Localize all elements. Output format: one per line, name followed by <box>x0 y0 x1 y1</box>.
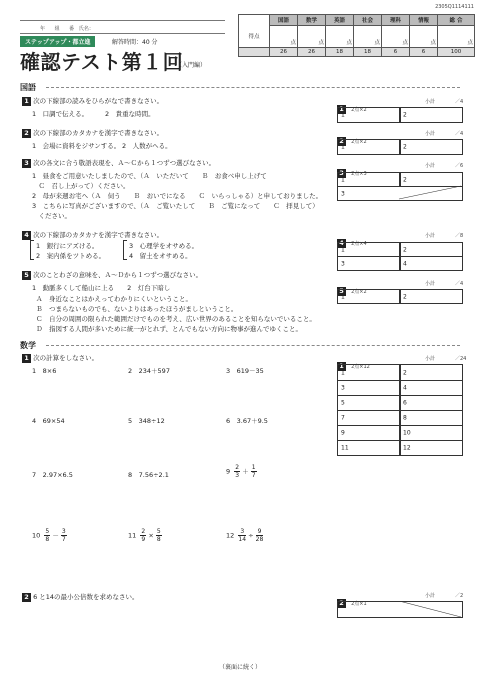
math-item-6: 6 3.67＋9.5 <box>226 417 268 425</box>
bracket <box>30 240 34 260</box>
sugaku-q1 <box>22 353 98 363</box>
max-total: 100 <box>438 48 475 57</box>
fraction <box>44 528 50 543</box>
q-number-badge: 1 <box>22 97 31 106</box>
name-fields <box>40 25 94 32</box>
math-item-12 <box>226 528 263 543</box>
cell-number: 5 <box>341 399 345 407</box>
denominator: 9 <box>141 536 146 543</box>
score-col-joho: 情報 <box>410 15 438 26</box>
page-subtitle: （入門編） <box>176 62 207 69</box>
answer-cell[interactable] <box>399 107 463 123</box>
numerator: 3 <box>61 528 66 535</box>
cell-number: 1 <box>341 369 345 376</box>
kokugo-q2 <box>22 128 163 138</box>
math-item-10 <box>32 528 67 543</box>
denominator: 3 <box>235 472 240 479</box>
kokugo-section-title: 国語 <box>20 83 36 92</box>
answer-cell[interactable] <box>399 410 463 426</box>
math-item-3: 3 619－35 <box>226 367 264 375</box>
answer-cell[interactable] <box>337 364 401 381</box>
cell-number: 1 <box>341 293 345 300</box>
question-text: 次の下線部のカタカナを漢字で書きなさい。 <box>33 231 164 239</box>
question-text: 次の計算をしなさい。 <box>33 354 99 362</box>
operator: ÷ <box>248 531 254 540</box>
kokugo-q3-line: Ｃ 召し上がって）ください。 <box>32 182 130 190</box>
subtotal-label: 小計 ／2 <box>425 593 464 599</box>
unit-label: 点 <box>430 40 436 46</box>
numerator: 9 <box>257 528 262 535</box>
cell-number: 4 <box>403 260 407 267</box>
kokugo-q4 <box>22 230 163 240</box>
kokugo-q5-line: Ｂ つまらないものでも、ないよりはあったほうがましということ。 <box>36 305 238 313</box>
points-label: 2点×3 <box>351 171 367 177</box>
cell-number: 6 <box>403 399 407 407</box>
numerator: 2 <box>235 464 240 471</box>
denominator: 14 <box>238 536 247 543</box>
question-text: 6 と14の最小公倍数を求めなさい。 <box>33 593 139 601</box>
score-cell-rika[interactable] <box>382 26 410 48</box>
question-text: 次の下線部のカタカナを漢字で書きなさい。 <box>33 129 164 137</box>
kokugo-q3-line: 2 母が来週お宅へ（Ａ 伺う Ｂ おいでになる Ｃ いらっしゃる）と申しておりました。 <box>32 192 323 200</box>
math-item-9 <box>226 464 257 479</box>
answer-cell[interactable] <box>399 256 463 271</box>
numerator: 5 <box>156 528 161 535</box>
kokugo-q4-item2: 2 案内係をツトめる。 <box>36 252 106 260</box>
kokugo-q4-item3: 3 心理学をオサめる。 <box>129 242 199 250</box>
cell-number: 1 <box>341 176 345 183</box>
answer-cell[interactable] <box>337 410 401 426</box>
fraction <box>61 528 67 543</box>
points-label: 2点×1 <box>351 601 367 607</box>
answer-cell[interactable] <box>337 425 401 441</box>
math-item-7: 7 2.97×6.5 <box>32 471 73 479</box>
time-label: 解答時間：40 分 <box>112 39 158 46</box>
cell-number: 3 <box>341 384 345 392</box>
fraction <box>156 528 162 543</box>
kokugo-q3-line: 3 こちらに写真がございますので、（Ａ ご覧いたして Ｂ ご覧になって Ｃ 拝見して） <box>32 202 319 210</box>
answer-cell[interactable] <box>337 242 401 257</box>
cell-number: 11 <box>341 444 349 452</box>
answer-cell[interactable] <box>337 289 401 304</box>
denominator: 8 <box>45 536 50 543</box>
q-number-badge: 3 <box>22 159 31 168</box>
q-number-badge: 2 <box>22 129 31 138</box>
kokugo-q3 <box>22 158 215 168</box>
diagonal-strike <box>337 172 462 200</box>
question-text: 次の下線部の読みをひらがなで書きなさい。 <box>33 97 164 105</box>
points-label: 2点×2 <box>351 289 367 295</box>
cell-number: 2 <box>403 246 407 253</box>
q-number-badge: 4 <box>22 231 31 240</box>
kokugo-q5-line: 1 動脈多くして船山に上る 2 灯台下暗し <box>32 284 171 292</box>
item-number: 12 <box>226 531 235 540</box>
answer-number-badge: 4 <box>337 239 346 248</box>
score-cell-total[interactable] <box>438 26 475 48</box>
operator: ＋ <box>242 467 249 476</box>
item-number: 11 <box>128 531 137 540</box>
answer-cell[interactable] <box>399 289 463 304</box>
denominator: 28 <box>255 536 264 543</box>
kokugo-q2-item1: 1 会場に資料をジサンする。 <box>32 142 121 150</box>
score-cell-eigo[interactable] <box>326 26 354 48</box>
answer-number-badge: 2 <box>337 599 346 608</box>
score-col-rika: 理科 <box>382 15 410 26</box>
kokugo-q1-item1: 1 口調で伝える。 <box>32 110 89 118</box>
score-cell-sugaku[interactable] <box>298 26 326 48</box>
course-label: ステップアップ・都立進 <box>20 36 95 47</box>
operator: × <box>148 531 154 540</box>
answer-cell[interactable] <box>399 380 463 396</box>
max-eigo: 18 <box>326 48 354 57</box>
math-item-4: 4 69×54 <box>32 417 65 425</box>
math-item-8: 8 7.56÷2.1 <box>128 471 169 479</box>
unit-label: 点 <box>318 40 324 46</box>
cell-number: 7 <box>341 414 345 422</box>
answer-cell[interactable] <box>337 139 401 155</box>
header-rule-2 <box>20 33 225 34</box>
sugaku-section-title: 数学 <box>20 341 36 350</box>
sugaku-q2 <box>22 592 139 602</box>
footer-note: （裏面に続く） <box>218 664 261 671</box>
subtotal-label: 小計 ／4 <box>425 131 464 137</box>
kokugo-q5-line: Ａ 身近なことはかえってわかりにくいということ。 <box>36 295 192 303</box>
subtotal-label: 小計 ／4 <box>425 99 464 105</box>
subtotal-label: 小計 ／4 <box>425 281 464 287</box>
points-label: 2点×2 <box>351 107 367 113</box>
score-row-label: 得点 <box>239 26 270 48</box>
q-number-badge: 1 <box>22 354 31 363</box>
answer-cell[interactable] <box>399 440 463 456</box>
answer-number-badge: 3 <box>337 169 346 178</box>
cell-number: 2 <box>403 143 407 151</box>
cell-number: 1 <box>341 111 345 119</box>
fraction <box>234 464 240 479</box>
cell-number: 1 <box>341 246 345 253</box>
operator: － <box>52 531 59 540</box>
max-shakai: 18 <box>354 48 382 57</box>
score-cell-kokugo[interactable] <box>270 26 298 48</box>
unit-label: 点 <box>374 40 380 46</box>
numerator: 2 <box>141 528 146 535</box>
kokugo-q1 <box>22 96 163 106</box>
answer-cell[interactable] <box>337 107 401 123</box>
max-rika: 6 <box>382 48 410 57</box>
math-item-1: 1 8×6 <box>32 367 57 375</box>
answer-cell[interactable] <box>399 364 463 381</box>
denominator: 7 <box>251 472 256 479</box>
kokugo-q2-item2: 2 人数がヘる。 <box>122 142 172 150</box>
item-number: 10 <box>32 531 41 540</box>
answer-cell[interactable] <box>399 395 463 411</box>
question-text: 次の各文に合う敬語表現を、Ａ～Ｃから１つずつ選びなさい。 <box>33 159 216 167</box>
answer-cell[interactable] <box>337 395 401 411</box>
kokugo-q4-item1: 1 銀行にアズける。 <box>36 242 99 250</box>
score-col-eigo: 英語 <box>326 15 354 26</box>
class-label: 組 <box>54 26 60 32</box>
unit-label: 点 <box>467 40 473 46</box>
answer-cell[interactable] <box>399 139 463 155</box>
answer-number-badge: 1 <box>337 362 346 371</box>
subtotal-label: 小計 ／6 <box>425 163 464 169</box>
score-cell-joho[interactable] <box>410 26 438 48</box>
fraction <box>140 528 146 543</box>
cell-number: 3 <box>341 260 345 267</box>
question-text: 次のことわざの意味を、Ａ～Ｄから１つずつ選びなさい。 <box>33 271 203 279</box>
kokugo-q1-item2: 2 貴重な時間。 <box>105 110 155 118</box>
answer-number-badge: 1 <box>337 105 346 114</box>
fraction <box>251 464 257 479</box>
math-item-2: 2 234＋597 <box>128 367 170 375</box>
fraction <box>256 528 264 543</box>
sugaku-divider <box>46 345 460 346</box>
score-col-shakai: 社会 <box>354 15 382 26</box>
cell-number: 2 <box>403 111 407 119</box>
document-code: 2305Q1114111 <box>435 4 474 10</box>
student-name-label: 氏名： <box>78 26 94 32</box>
fraction <box>238 528 246 543</box>
cell-number: 2 <box>403 176 407 183</box>
cell-number: 9 <box>341 429 345 437</box>
score-col-sugaku: 数学 <box>298 15 326 26</box>
year-label: 年 <box>40 26 46 32</box>
kokugo-q3-line: 1 昼食をご用意いたしましたので、（Ａ いただいて Ｂ お食べ申し上げて <box>32 172 267 180</box>
score-table <box>238 14 475 57</box>
points-label: 2点×12 <box>351 364 370 370</box>
kokugo-divider <box>46 87 460 88</box>
bracket <box>123 240 127 260</box>
answer-number-badge: 5 <box>337 287 346 296</box>
score-cell-shakai[interactable] <box>354 26 382 48</box>
unit-label: 点 <box>290 40 296 46</box>
numerator: 3 <box>240 528 245 535</box>
max-joho: 6 <box>410 48 438 57</box>
numerator: 1 <box>251 464 256 471</box>
cell-number: 3 <box>341 190 345 197</box>
numerator: 5 <box>45 528 50 535</box>
diagonal-strike <box>337 601 462 618</box>
kokugo-q5 <box>22 270 202 280</box>
math-item-5: 5 348÷12 <box>128 417 165 425</box>
unit-label: 点 <box>346 40 352 46</box>
score-col-kokugo: 国語 <box>270 15 298 26</box>
points-label: 2点×2 <box>351 139 367 145</box>
page-title: 確認テスト第１回 <box>20 50 184 74</box>
points-label: 2点×4 <box>351 241 367 247</box>
kokugo-q3-line: ください。 <box>32 212 71 220</box>
item-number: 9 <box>226 467 231 476</box>
kokugo-q5-line: Ｃ 自分の周囲の限られた範囲だけでものを考え、広い世界のあることを知らないでいること。 <box>36 315 316 323</box>
subtotal-label: 小計 ／24 <box>425 356 467 362</box>
cell-number: 10 <box>403 429 411 437</box>
header-rule <box>20 20 225 21</box>
cell-number: 1 <box>341 143 345 151</box>
max-kokugo: 26 <box>270 48 298 57</box>
unit-label: 点 <box>402 40 408 46</box>
answer-number-badge: 2 <box>337 137 346 146</box>
answer-cell[interactable] <box>337 440 401 456</box>
kokugo-q4-item4: 4 留土をオサめる。 <box>129 252 192 260</box>
denominator: 7 <box>61 536 66 543</box>
cell-number: 12 <box>403 444 411 452</box>
score-col-total: 総 合 <box>438 15 475 26</box>
subtotal-label: 小計 ／8 <box>425 233 464 239</box>
math-item-11 <box>128 528 162 543</box>
q-number-badge: 5 <box>22 271 31 280</box>
answer-cell[interactable] <box>337 380 401 396</box>
cell-number: 8 <box>403 414 407 422</box>
max-sugaku: 26 <box>298 48 326 57</box>
cell-number: 2 <box>403 293 407 300</box>
denominator: 8 <box>156 536 161 543</box>
number-label: 番 <box>69 26 75 32</box>
answer-cell[interactable] <box>337 256 401 271</box>
answer-cell[interactable] <box>399 242 463 257</box>
cell-number: 2 <box>403 369 407 376</box>
q-number-badge: 2 <box>22 593 31 602</box>
answer-cell[interactable] <box>399 425 463 441</box>
cell-number: 4 <box>403 384 407 392</box>
kokugo-q5-line: Ｄ 指図する人間が多いために統一がとれず、とんでもない方向に物事が進んでゆくこと。 <box>36 325 302 333</box>
